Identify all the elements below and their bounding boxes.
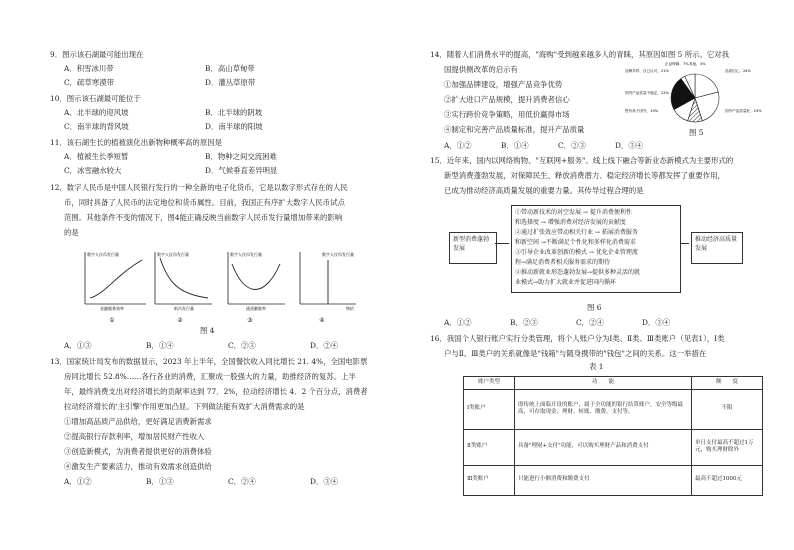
q9-option-b[interactable]: B．高山草甸带 (205, 64, 255, 73)
graph-1-xlabel: 金融服务效率 (100, 306, 124, 311)
q10-option-b[interactable]: B．北半球的阴坡 (205, 108, 263, 117)
row-2-type: Ⅱ类账户 (464, 429, 515, 465)
graph-1-ylabel: 数字人民币发行量 (87, 252, 119, 257)
q11-option-c[interactable]: C．冰雪融水较大 (64, 166, 122, 175)
row-3-function: 只能进行小额消费和缴费支付 (515, 465, 692, 495)
table-row (464, 465, 763, 495)
question-13-line-2: 房同比增长 52.8%……各行各业的消费，汇聚成一股强大的力量，助推经济的复苏。上半 (64, 372, 356, 381)
graph-3-ylabel: 数字人民币发行量 (230, 252, 262, 257)
row-3-type: Ⅲ类账户 (464, 465, 515, 495)
q12-option-d[interactable]: D．②④ (310, 341, 339, 350)
question-13-line-1: 13．国家统计局发布的数据显示，2023 年上半年，全国餐饮收入同比增长 21. 4%，全国电影票 (50, 357, 368, 366)
pie-label-1: 品质信心，24% (725, 69, 751, 73)
q14-item-3: ③实行跨价竞争策略，用低价赢得市场 (444, 110, 570, 119)
graph-2 (155, 251, 212, 324)
q13-item-4: ④激发生产要素活力，推动有效需求创造供给 (64, 462, 212, 471)
row-2-function: 具备"理财+支付"功能，可以购买理财产品和消费支付 (515, 429, 692, 465)
q13-item-2: ②提高银行存款利率，增加居民财产性收入 (64, 432, 205, 441)
graph-4-xlabel: 物价 (346, 306, 354, 311)
graph-3-xlabel: 通货膨胀率 (246, 306, 266, 311)
q13-item-1: ①增加高品质产品供给，更好满足消费新需求 (64, 417, 212, 426)
flow-line-6: 程→满足消费者相关服务需求的期待 (515, 259, 611, 266)
table-row (464, 389, 763, 429)
graph-2-number: ② (177, 317, 183, 324)
question-12-line-3: 范围。其他条件不变的情况下，图4能正确反映当前数字人民币发行量增加带来的影响 (64, 213, 343, 222)
question-14-line-1: 14．随着人们消费水平的提高，"海购"受到越来越多人的青睐，其原因如图 5 所示。它对我 (430, 50, 730, 59)
q13-option-d[interactable]: D．③④ (310, 477, 339, 486)
flow-right-box: 推动经济高质量发展 (691, 232, 743, 264)
table-row (464, 429, 763, 465)
header-account-type: 账户类型 (464, 377, 515, 390)
flow-line-4: 和新空间 →不断满足个性化和多样化消费需求 (515, 239, 636, 246)
flow-connector-left (495, 243, 509, 244)
question-10-stem: 10．图示该石湖最可能位于 (50, 94, 141, 103)
graph-3 (228, 251, 285, 324)
pie-label-3: 国内产品质量不稳定，12% (625, 91, 669, 95)
q15-option-d[interactable]: D．③④ (642, 318, 671, 327)
row-3-limit: 最高不超过1000元 (692, 465, 763, 495)
q11-option-b[interactable]: B．物种之间交流困难 (205, 152, 277, 161)
flow-line-5: ③引导企业改革创新的模式 → 优化企业管理流 (515, 249, 638, 256)
q9-option-c[interactable]: C．疏草寒漠带 (64, 78, 114, 87)
question-15-line-2: 新型消费蓬勃发展，对保障民生、释放消费潜力、稳定经济增长等都发挥了重要作用， (444, 171, 725, 180)
q11-option-d[interactable]: D．气候垂直差异明显 (205, 166, 278, 175)
graph-1 (85, 251, 146, 324)
graph-1-number: ① (109, 317, 115, 324)
flow-line-8: 业模式→助力扩大就业并促进国内循环 (515, 279, 617, 286)
row-1-limit: 不限 (692, 389, 763, 429)
flow-left-box: 新型消费蓬勃发展 (449, 232, 497, 264)
pie-label-0: 品牌多样、自已认可，21% (625, 69, 669, 73)
question-13-line-4: 拉动经济增长的'主引擎'作用更加凸显。下列做法能有效扩大消费需求的是 (64, 402, 305, 411)
figure-4-graphs (60, 246, 360, 324)
q15-option-c[interactable]: C．②④ (576, 318, 604, 327)
q14-option-b[interactable]: B．①④ (501, 141, 529, 150)
q9-option-d[interactable]: D．灌丛草原带 (205, 78, 256, 87)
table-header-row (464, 377, 763, 390)
q15-option-b[interactable]: B．②③ (510, 318, 538, 327)
header-function: 功 能 (515, 377, 692, 390)
q14-option-d[interactable]: D．③④ (615, 141, 644, 150)
q15-option-a[interactable]: A．①② (444, 318, 472, 327)
question-12-line-1: 12．数字人民币是中国人民银行发行的一种全新的电子化货币，它是以数字形式存在的人民 (50, 183, 348, 192)
figure-4-label: 图 4 (200, 326, 215, 335)
q13-item-3: ③创造新模式，为消费者提供更好的消费体验 (64, 447, 212, 456)
table-1-title: 表 1 (589, 362, 604, 371)
question-11-stem: 11．该石湖生长的植被演化出新物种概率高的原因是 (50, 138, 223, 147)
q14-item-4: ④制定和完善产品质量标准，提升产品质量 (444, 125, 585, 134)
graph-4-ylabel: 数字人民币发行量 (322, 252, 354, 257)
figure-5-label: 图 5 (689, 128, 704, 137)
q13-option-c[interactable]: C．②④ (228, 477, 256, 486)
question-13-line-3: 年，最终消费支出对经济增长的贡献率达到 77．2%，拉动经济增长 4．2 个百分点，消费者 (64, 387, 368, 396)
q10-option-c[interactable]: C．南半球的背风坡 (64, 122, 129, 131)
pie-label-2: 售价高于国外，10% (625, 109, 659, 113)
q12-option-a[interactable]: A．①③ (64, 341, 92, 350)
q12-option-b[interactable]: B．①④ (146, 341, 174, 350)
graph-2-xlabel: 纸币发行量 (174, 306, 194, 311)
q9-option-a[interactable]: A．积雪冰川带 (64, 64, 114, 73)
q12-option-c[interactable]: C．②③ (228, 341, 256, 350)
q14-option-a[interactable]: A．①② (444, 141, 472, 150)
q14-item-1: ①加强品牌建设，增强产品竞争优势 (444, 80, 563, 89)
pie-label-4: 国外产品质量好，23% (725, 109, 762, 113)
header-limit: 额 度 (692, 377, 763, 390)
question-15-line-3: 已成为推动经济高质量发展的重要力量。其传导过程合理的是 (444, 186, 644, 195)
q11-option-a[interactable]: A．植被生长季短暂 (64, 152, 129, 161)
flow-line-7: ④推动新就业形态蓬勃发展→提供多种灵活的就 (515, 269, 641, 276)
graph-4 (300, 251, 356, 324)
q10-option-a[interactable]: A．北半球的迎风坡 (64, 108, 129, 117)
question-9-stem: 9．图示该石湖最可能出现在 (50, 50, 144, 59)
q14-option-c[interactable]: C．②③ (558, 141, 586, 150)
graph-2-ylabel: 数字人民币发行量 (157, 252, 189, 257)
flow-connector-right (681, 243, 689, 244)
right-page (397, 0, 794, 550)
question-14-line-2: 国提供侧改革的启示有 (444, 65, 518, 74)
question-15-line-1: 15．近年来，国内以网络购物、"互联网+服务"、线上线下融合等新业态新模式为主要形式的 (430, 156, 734, 165)
flow-center-box (511, 205, 681, 293)
graph-3-number: ③ (247, 317, 253, 324)
question-12-line-2: 币，同时具备了人民币的法定地位和货币属性。目前，我国正有序扩大数字人民币试点 (64, 198, 345, 207)
q10-option-d[interactable]: D．南半球的阳坡 (205, 122, 263, 131)
account-table (463, 376, 763, 496)
question-16-line-1: 16．我国个人银行账户实行分类管理，将个人账户分为Ⅰ类、Ⅱ类、Ⅲ类账户（见表1），Ⅰ类 (430, 334, 725, 343)
figure-6-label: 图 6 (587, 303, 602, 312)
q13-option-a[interactable]: A．①② (64, 477, 92, 486)
row-1-function: 即传统上面临开设的账户，属于全功能的银行结算账户，安全等级最高，可存取现金、理财、转账、缴费、支付等。 (515, 389, 692, 429)
row-2-limit: 单日支付最高不超过1万元，购买理财除外 (692, 429, 763, 465)
flow-line-1: ①带动新技术的对空发展 → 提升消费便利性 (515, 209, 632, 216)
q13-option-b[interactable]: B．①③ (146, 477, 174, 486)
flow-line-2: 和选择度 → 增强消费对经济发展的贡献度 (515, 219, 626, 226)
pie-label-5: 其他，3% (689, 62, 706, 66)
question-16-line-2: 户与Ⅱ、Ⅲ类户的关系就像是"钱箱"与随身携带的"钱包"之间的关系。这一举措在 (444, 349, 707, 358)
row-1-type: Ⅰ类账户 (464, 389, 515, 429)
flow-line-3: ②通过扩张效应带动相关行业 → 拓展消费服务 (515, 229, 638, 236)
graph-4-number: ④ (319, 317, 325, 324)
pie-label-6: 正品保障，7% (665, 62, 689, 66)
q14-item-2: ②扩大进口产品规模，提升消费者信心 (444, 95, 570, 104)
question-12-line-4: 的是 (64, 228, 79, 237)
